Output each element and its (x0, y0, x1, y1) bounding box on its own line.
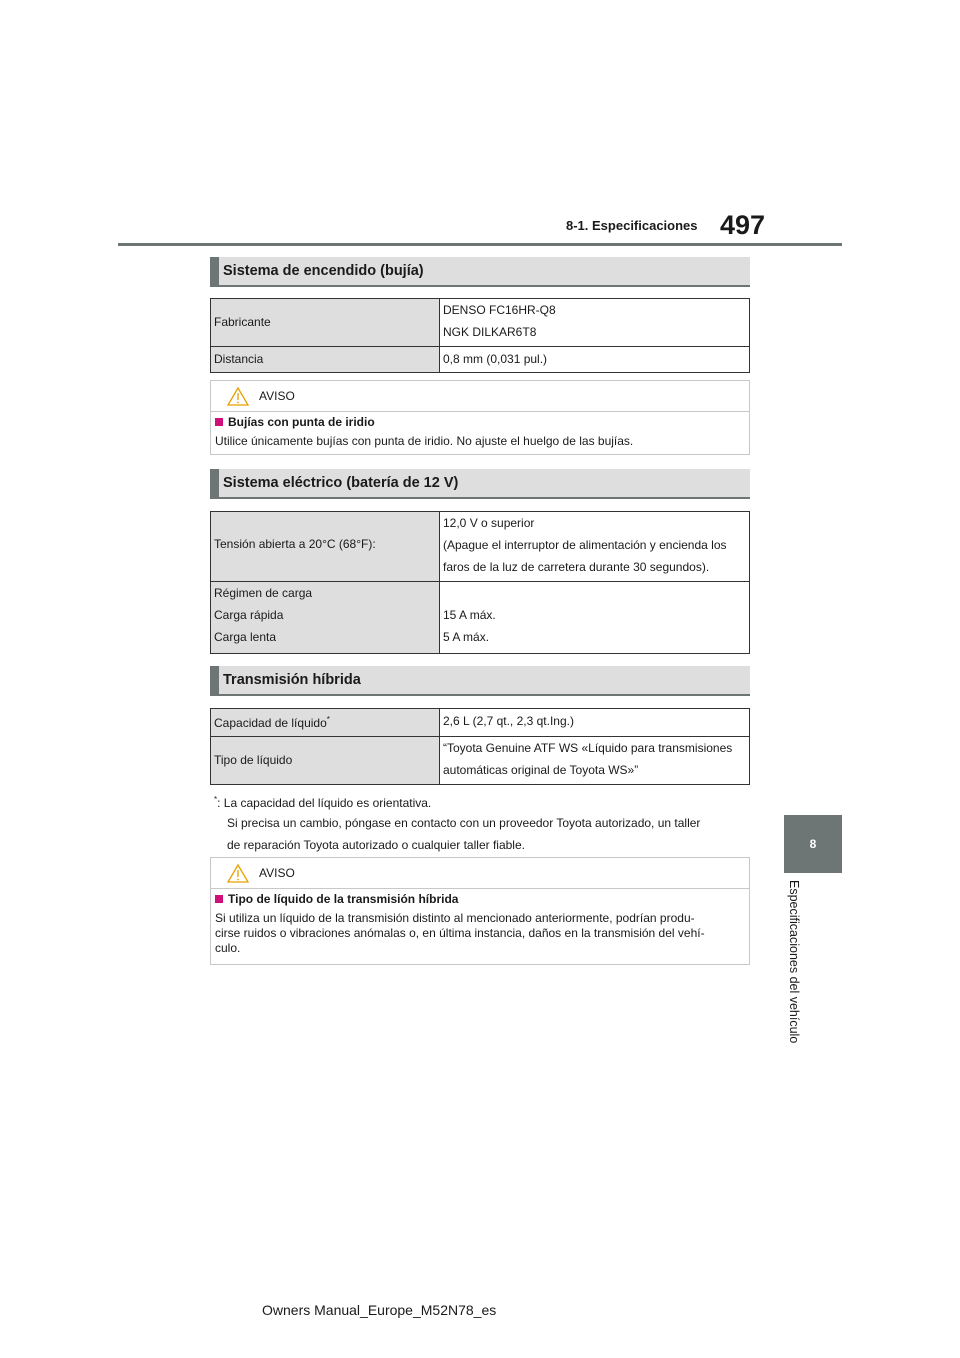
warning-text: culo. (215, 941, 241, 955)
open-voltage-label: Tensión abierta a 20°C (68°F): (214, 537, 376, 551)
fluid-capacity-label: Capacidad de líquido (214, 716, 327, 730)
open-voltage-value: (Apague el interruptor de alimentación y encienda los (443, 538, 727, 552)
footer-text: Owners Manual_Europe_M52N78_es (262, 1302, 497, 1318)
warning-header (211, 381, 749, 412)
warning-text: cirse ruidos o vibraciones anómalas o, en última instancia, daños en la transmisión del vehí- (215, 926, 705, 940)
table-row (211, 347, 750, 373)
chapter-label (782, 880, 806, 1070)
fluid-type-value: automáticas original de Toyota WS»” (443, 763, 639, 777)
table-value-cell (440, 709, 750, 737)
bullet-square-icon (215, 895, 223, 903)
warning-box (210, 380, 750, 455)
table-value-cell (440, 299, 750, 347)
footnote-line: de reparación Toyota autorizado o cualquier taller fiable. (227, 838, 525, 852)
fast-charge-label: Carga rápida (214, 608, 284, 622)
table-row (211, 709, 750, 737)
table-label-cell (211, 347, 440, 373)
footnote-line: : La capacidad del líquido es orientativa. (217, 796, 432, 810)
page-number: 497 (720, 210, 766, 240)
manufacturer-value: NGK DILKAR6T8 (443, 325, 537, 339)
chapter-title: Especificaciones del vehículo (787, 880, 801, 1044)
warning-triangle-icon (227, 387, 249, 406)
manufacturer-value: DENSO FC16HR-Q8 (443, 303, 556, 317)
warning-box (210, 857, 750, 965)
footnote-mark: * (214, 795, 218, 804)
ignition-heading (210, 257, 750, 287)
transmission-title: Transmisión híbrida (223, 672, 361, 688)
transmission-table (210, 708, 750, 785)
header-rule (118, 243, 842, 246)
chapter-tab (784, 815, 842, 873)
electrical-table (210, 511, 750, 654)
slow-charge-label: Carga lenta (214, 630, 277, 644)
open-voltage-value: 12,0 V o superior (443, 516, 535, 530)
table-label-cell (211, 299, 440, 347)
warning-heading: AVISO (259, 866, 295, 880)
table-value-cell (440, 582, 750, 654)
section-title: 8-1. Especificaciones (566, 218, 698, 233)
electrical-heading (210, 469, 750, 499)
footnote-mark: * (326, 715, 330, 724)
table-row (211, 582, 750, 654)
footnote-line: Si precisa un cambio, póngase en contacto con un proveedor Toyota autorizado, un taller (227, 816, 701, 830)
table-value-cell (440, 512, 750, 582)
table-value-cell (440, 737, 750, 785)
charge-rate-label: Régimen de carga (214, 586, 313, 600)
table-value-cell (440, 347, 750, 373)
fast-charge-value: 15 A máx. (443, 608, 496, 622)
warning-text: Si utiliza un líquido de la transmisión distinto al mencionado anteriormente, podrían produ- (215, 911, 695, 925)
electrical-title: Sistema eléctrico (batería de 12 V) (223, 475, 459, 491)
bullet-square-icon (215, 418, 223, 426)
table-label-cell (211, 582, 440, 654)
fluid-type-value: “Toyota Genuine ATF WS «Líquido para transmisiones (443, 741, 733, 755)
warning-subheading: Bujías con punta de iridio (228, 415, 375, 429)
ignition-title: Sistema de encendido (bujía) (223, 263, 424, 279)
warning-text: Utilice únicamente bujías con punta de iridio. No ajuste el huelgo de las bujías. (215, 434, 634, 448)
warning-triangle-icon (227, 864, 249, 883)
table-row (211, 299, 750, 347)
table-row (211, 737, 750, 785)
table-row (211, 512, 750, 582)
warning-heading: AVISO (259, 389, 295, 403)
open-voltage-value: faros de la luz de carretera durante 30 segundos). (443, 560, 710, 574)
chapter-number: 8 (809, 837, 817, 851)
ignition-table (210, 298, 750, 373)
footnote (214, 791, 754, 856)
table-label-cell (211, 737, 440, 785)
manufacturer-label: Fabricante (214, 314, 271, 329)
warning-subheading: Tipo de líquido de la transmisión híbrida (228, 892, 459, 906)
table-label-cell (211, 512, 440, 582)
warning-header (211, 858, 749, 889)
gap-label: Distancia (214, 352, 264, 366)
slow-charge-value: 5 A máx. (443, 630, 490, 644)
fluid-capacity-value: 2,6 L (2,7 qt., 2,3 qt.Ing.) (443, 714, 574, 728)
transmission-heading (210, 666, 750, 696)
table-label-cell (211, 709, 440, 737)
gap-value: 0,8 mm (0,031 pul.) (443, 352, 548, 366)
fluid-type-label: Tipo de líquido (214, 753, 293, 767)
